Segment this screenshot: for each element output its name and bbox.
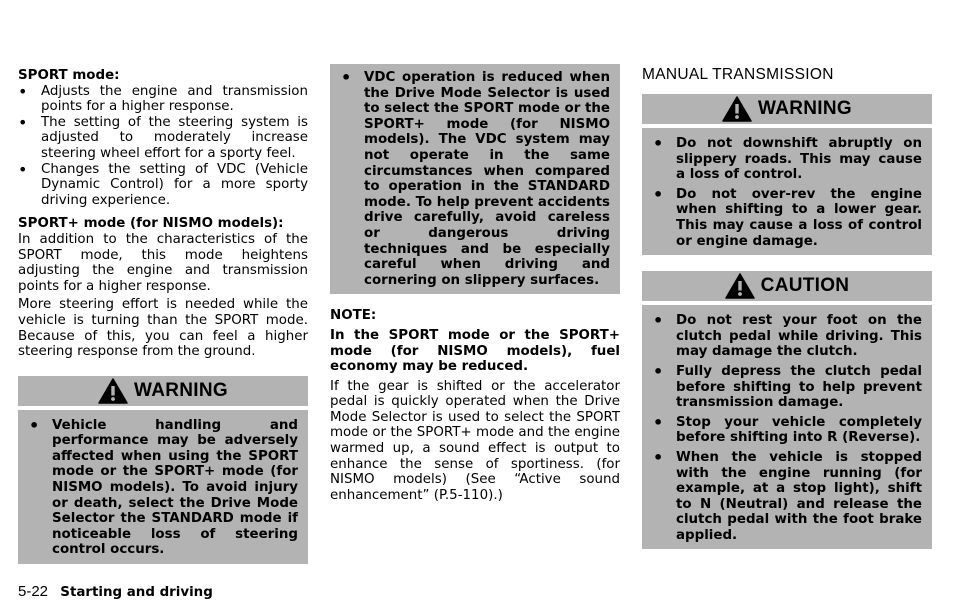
caution-box-header	[642, 271, 932, 305]
column-middle	[330, 64, 620, 503]
warning-list	[341, 70, 610, 288]
list-item: • Do not downshift abruptly on slippery roads. This may cause a loss of control.	[653, 136, 922, 183]
warning-box-continued	[330, 64, 620, 294]
footer-section-title: Starting and driving	[60, 585, 213, 600]
warning-box-header	[642, 94, 932, 128]
warning-list	[29, 418, 298, 558]
list-item: • Changes the setting of VDC (Vehicle Dynamic Control) for a more sporty driving experience.	[18, 162, 308, 209]
paragraph: More steering effort is needed while the vehicle is turning than the SPORT mode. Because of this, you can feel a higher steering response from the ground.	[18, 297, 308, 360]
warning-body	[18, 410, 308, 564]
warning-title: WARNING	[758, 98, 852, 119]
column-right	[642, 64, 932, 549]
caution-list	[653, 313, 922, 543]
page-number: 5-22	[18, 583, 49, 600]
warning-triangle-icon	[722, 96, 752, 122]
list-item: • VDC operation is reduced when the Drive Mode Selector is used to select the SPORT mode or the SPORT+ mode (for NISMO models). The VDC system may not operate in the same circumstances when compared to operation in the STANDARD mode. To help prevent accidents drive carefully, avoid careless or dangerous driving techniques and be especially careful when driving and cornering on slippery surfaces.	[341, 70, 610, 288]
list-item: • Stop your vehicle completely before shifting into R (Reverse).	[653, 415, 922, 446]
caution-title: CAUTION	[760, 275, 850, 297]
warning-list	[653, 136, 922, 249]
list-item: • Do not rest your foot on the clutch pedal while driving. This may damage the clutch.	[653, 313, 922, 360]
warning-box	[18, 376, 308, 564]
list-item: • Adjusts the engine and transmission points for a higher response.	[18, 84, 308, 115]
list-item: • The setting of the steering system is adjusted to moderately increase steering wheel effort for a sporty feel.	[18, 115, 308, 162]
page-footer	[18, 583, 213, 600]
warning-triangle-icon	[98, 378, 128, 404]
paragraph: In addition to the characteristics of the SPORT mode, this mode heightens adjusting the engine and transmission points for a higher response.	[18, 231, 308, 294]
warning-body	[330, 64, 620, 294]
column-left	[18, 64, 308, 564]
caution-body	[642, 305, 932, 549]
sport-mode-heading: SPORT mode:	[18, 68, 120, 83]
caution-box	[642, 271, 932, 549]
list-item: • Fully depress the clutch pedal before shifting to help prevent transmission damage.	[653, 364, 922, 411]
note-text: If the gear is shifted or the accelerator pedal is quickly operated when the Drive Mode Selector is used to select the SPORT mode or the SPORT+ mode and the engine warmed up, a sound effect is output to enhance the sense of sportiness. (for NISMO models) (See “Active sound enhancement” (P.5-110).)	[330, 378, 620, 503]
list-item: • Vehicle handling and performance may be adversely affected when using the SPORT mode or the SPORT+ mode (for NISMO models). To avoid injury or death, select the Drive Mode Selector the STANDARD mode if noticeable loss of steering control occurs.	[29, 418, 298, 558]
sport-mode-list	[18, 84, 308, 209]
warning-triangle-icon	[725, 273, 755, 299]
list-item: • When the vehicle is stopped with the engine running (for example, at a stop light), shift to N (Neutral) and release the clutch pedal with the foot brake applied.	[653, 450, 922, 544]
warning-body	[642, 128, 932, 255]
sportplus-mode-heading: SPORT+ mode (for NISMO models):	[18, 216, 284, 232]
list-item: • Do not over-rev the engine when shifting to a lower gear. This may cause a loss of control or engine damage.	[653, 187, 922, 249]
note-label: NOTE:	[330, 308, 377, 324]
warning-box-header	[18, 376, 308, 410]
note-bold-text: In the SPORT mode or the SPORT+ mode (for NISMO models), fuel economy may be reduced.	[330, 327, 620, 375]
warning-box	[642, 94, 932, 255]
warning-title: WARNING	[134, 379, 228, 401]
section-title: MANUAL TRANSMISSION	[642, 66, 834, 83]
